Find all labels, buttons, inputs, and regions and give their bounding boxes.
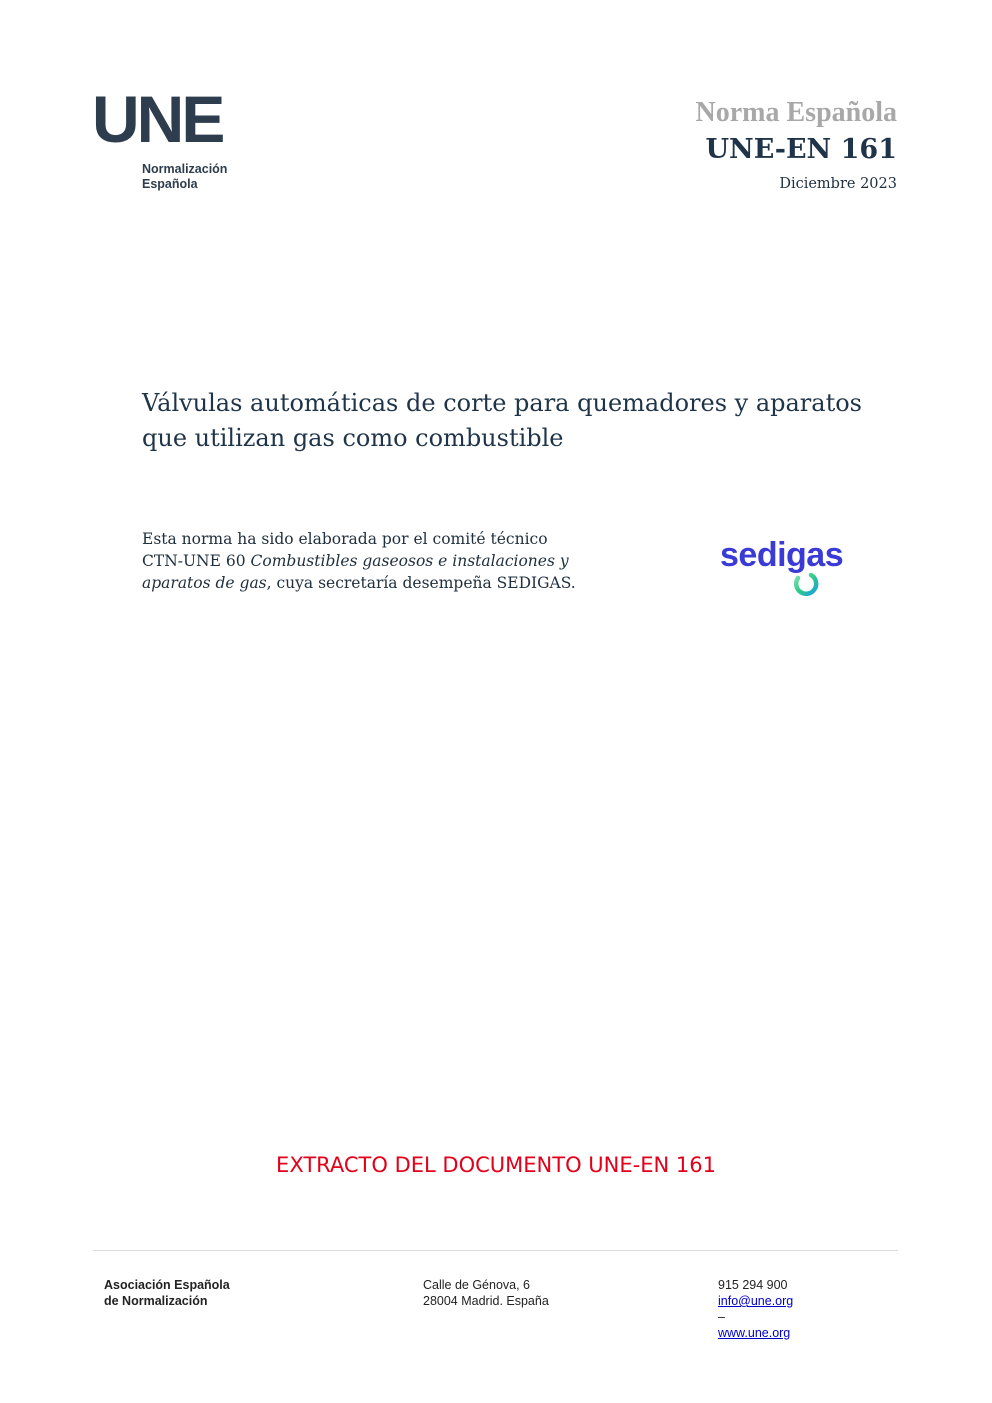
footer-divider [93,1250,898,1251]
footer-links [718,1293,793,1341]
footer-organization [104,1277,230,1309]
email-link[interactable]: info@une.org [718,1294,794,1308]
footer-address [423,1277,549,1309]
footer-phone: 915 294 900 [718,1278,788,1292]
norma-espanola-label: Norma Española [695,97,897,128]
committee-code: CTN-UNE 60 [142,552,251,570]
publication-date: Diciembre 2023 [779,176,897,192]
une-logo-sub-line-1: Normalización [142,162,228,176]
committee-line-3 [142,572,622,594]
committee-name-part-1: Combustibles gaseosos e instalaciones y [250,552,569,570]
committee-line-1: Esta norma ha sido elaborada por el comité técnico [142,530,548,548]
sedigas-logo [720,536,870,602]
title-line-1: Válvulas automáticas de corte para quemadores y aparatos [142,389,862,417]
footer-org-line-1: Asociación Española [104,1278,230,1292]
committee-secretariat: , cuya secretaría desempeña SEDIGAS. [266,574,576,592]
footer-contact [718,1277,793,1341]
sedigas-ring-icon [791,569,821,599]
title-line-2: que utilizan gas como combustible [142,424,564,452]
sedigas-logo-text: sedigas [720,536,844,574]
document-title [142,386,912,456]
footer-address-line-2: 28004 Madrid. España [423,1294,549,1308]
extract-notice: EXTRACTO DEL DOCUMENTO UNE-EN 161 [276,1153,716,1177]
standard-code: UNE-EN 161 [705,134,897,165]
committee-statement [142,528,622,594]
website-link[interactable]: www.une.org [718,1326,791,1340]
une-logo-sub-line-2: Española [142,177,198,191]
standard-header [696,96,897,194]
footer-address-line-1: Calle de Génova, 6 [423,1278,531,1292]
footer-link-separator: – [718,1310,725,1324]
une-logo-subtitle [142,162,227,192]
committee-line-2 [142,550,622,572]
committee-name-part-2: aparatos de gas [142,574,267,592]
footer-org-line-2: de Normalización [104,1294,208,1308]
une-logo-text: UNE [92,88,223,148]
